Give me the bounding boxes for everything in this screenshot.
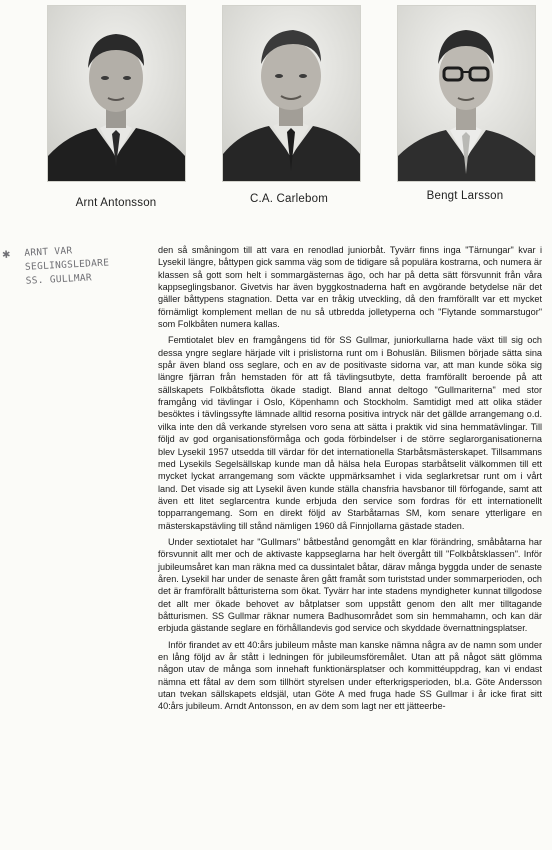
article-paragraph: Femtiotalet blev en framgångens tid för SS Gullmar, juniorkullarna hade växt till sig och dessa yngre seglare härjade vilt i prislistorna runt om i Bohuslän. Bilismen började sätta sina spår även bland oss seglare, och en av de positivaste sidorna var, att man kunde söka sig längre fjärran från hemstaden för att få tävlingsutbyte, detta framförallt beroende på att sällskapets Folkbåtsflotta ökade stadigt. Bland annat deltogo "Gullmariterna" med stor framgång vid tävlingar i Oslo, Köpenhamn och Stockholm. Samtidigt med att olika städer besöktes i tävlingssyfte lämnade alltid resorna positiva intryck när det gällde arrangemang o.d. vilka inte den då verkande styrelsen voro sena att sätta i praktik vid sina hemmatävlingar. Till följd av god organisationsförmåga och goda förbindelser i de större seglarorganisationerna blev Lysekil 1957 utsedda till värdar för det internationella Starbåtsmästerskapet. Tillsammans med Lysekils Segelsällskap kunde man då hälsa hela Europas starbåtselit välkommen till ett mycket lyckat arrangemang som väckte uppmärksamhet i vida seglarkretsar runt om i vårt land. Det visade sig att Lysekil även kunde ställa chansfria havsbanor till förfogande, samt att även ett litet seglarcentra kunde erbjuda den service som fordras för ett internationellt topparrangemang. Som en direkt följd av Starbåtarnas SM, kom senare ytterligare en mästerskapstävling till stånd nämligen 1960 då Finnjollarna gästade staden.	[158, 335, 542, 531]
handwritten-note	[2, 240, 156, 290]
portrait-photo	[223, 6, 360, 181]
portrait-arnt-antonsson	[47, 5, 186, 182]
note-line: SEGLINGSLEDARE	[24, 257, 110, 273]
portrait-caption: C.A. Carlebom	[249, 193, 328, 205]
portrait-bengt-larsson	[397, 5, 536, 182]
portrait-ca-carlebom	[222, 5, 361, 182]
asterisk-icon: ✱	[1, 246, 11, 262]
portrait-caption: Bengt Larsson	[426, 190, 504, 202]
portrait-photo	[398, 6, 535, 181]
note-line: ARNT VAR	[24, 245, 73, 259]
portrait-photo	[48, 6, 185, 181]
article-paragraph: Inför firandet av ett 40:års jubileum måste man kanske nämna några av de namn som under en lång följd av år stått i ledningen för jubileumsföremålet. Utan att på något sätt glömma någon utav de många som innehaft funktionärsplatser och kommittéuppdrag, kan vi endast nämna ett fåtal av dem som tillhört styrelsen under efterkrigsperioden, bl.a. Göte Andersson utan tvekan sällskapets eldsjäl, utan Göte A med fruga hade SS Gullmar i år icke firat sitt 40:års jubileum. Arndt Antonsson, en av dem som lagt ner ett jätteerbe-	[158, 639, 542, 712]
article-paragraph: Under sextiotalet har "Gullmars" båtbestånd genomgått en klar förändring, småbåtarna har försvunnit allt mer och de aktivaste kappseglarna har helt övergått till "Folkbåtsklassen". Inför jubileumsåret kan man räkna med ca dussintalet båtar, därav många byggda under de senaste åren. Lysekil har under de senaste åren gått framåt som turiststad under sommarperioden, och det är framförallt båtturisterna som ökat. Tyvärr har inte stadens myndigheter kunnat tillgodose det allt mer ökade behovet av båtplatser som uppstått genom den allt mer tilltagande båtturismen. SS Gullmar räknar numera Badhusområdet som sin hemmahamn, och kan där erbjuda gästande seglare en förhållandevis god service och skyddade övernattningsplatser.	[158, 536, 542, 634]
note-line: SS. GULLMAR	[25, 272, 93, 287]
article-body	[158, 244, 542, 717]
article-paragraph: den så småningom till att vara en renodlad juniorbåt. Tyvärr finns inga "Tärnungar" kvar i Lysekil längre, båttypen gick samma väg som de tidigare så populära kostrarna, och numera är klassen så gott som helt i sommargästernas ägo, och har på detta sätt försvunnit från våra kappseglingsbanor. Givetvis har även byggkostnaderna haft en avgörande betydelse när det gäller båttypens stagnation. Detta var en tråkig utveckling, då den framförallt var ett mycket förnämligt komplement mellan de nu så utbredda jolletyperna och "Flytande sommarstugor" som Folkbåten numera kallas.	[158, 245, 542, 330]
portrait-caption: Arnt Antonsson	[75, 197, 157, 209]
